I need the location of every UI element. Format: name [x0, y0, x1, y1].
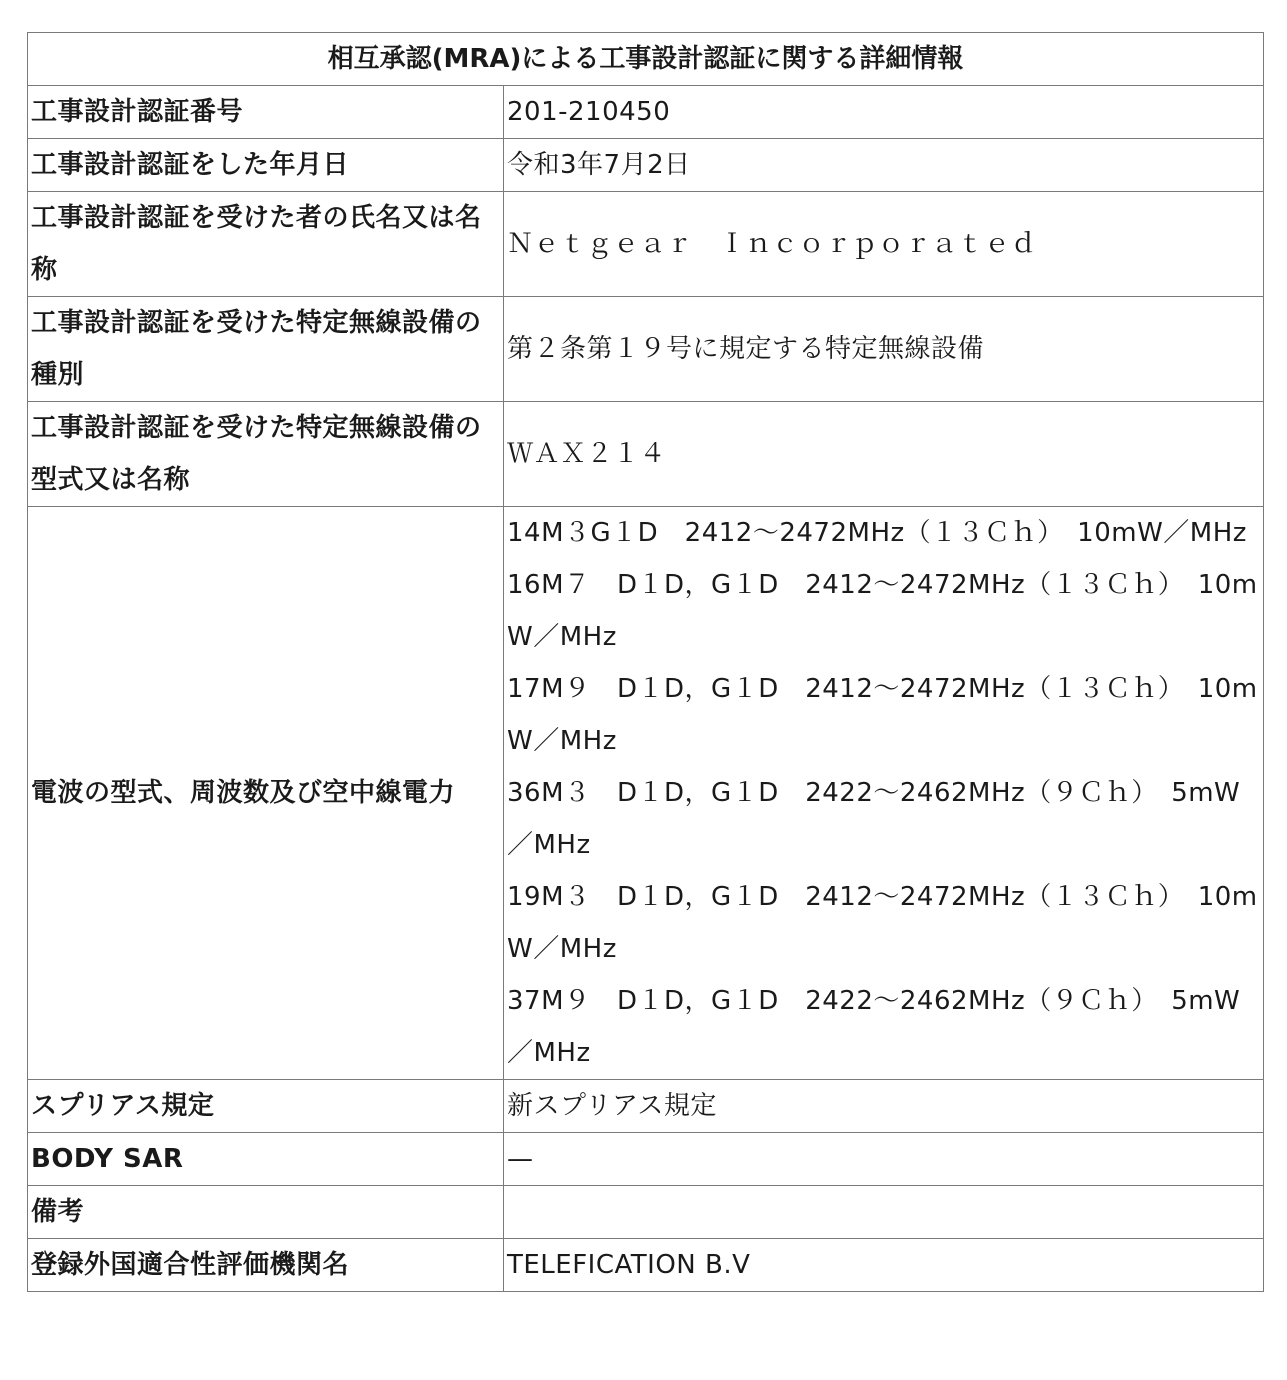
table-row: [28, 86, 1264, 139]
spurious-rule-label: スプリアス規定: [28, 1080, 504, 1133]
equipment-category-value: 第２条第１９号に規定する特定無線設備: [504, 297, 1264, 402]
applicant-name-value: Ｎｅｔｇｅａｒ Ｉｎｃｏｒｐｏｒａｔｅｄ: [504, 192, 1264, 297]
emission-line: 37M９ D１D，G１D 2422～2462MHz（９Ｃｈ） 5mW／MHz: [507, 986, 1241, 1068]
conformity-body-value: TELEFICATION B.V: [504, 1239, 1264, 1292]
emission-line: 17M９ D１D，G１D 2412～2472MHz（１３Ｃｈ） 10mW／MHz: [507, 674, 1258, 756]
certification-number-label: 工事設計認証番号: [28, 86, 504, 139]
spurious-rule-value: 新スプリアス規定: [504, 1080, 1264, 1133]
certification-number-value: 201-210450: [504, 86, 1264, 139]
table-row: [28, 1080, 1264, 1133]
emission-line: 19M３ D１D，G１D 2412～2472MHz（１３Ｃｈ） 10mW／MHz: [507, 882, 1258, 964]
table-row: [28, 402, 1264, 507]
emission-line: 14M３G１D 2412～2472MHz（１３Ｃｈ） 10mW／MHz: [507, 518, 1247, 548]
model-name-value: ＷＡＸ２１４: [504, 402, 1264, 507]
emission-frequency-power-label: 電波の型式、周波数及び空中線電力: [28, 507, 504, 1080]
certification-date-label: 工事設計認証をした年月日: [28, 139, 504, 192]
table-row: [28, 139, 1264, 192]
table-row: [28, 297, 1264, 402]
certification-date-value: 令和3年7月2日: [504, 139, 1264, 192]
body-sar-label: BODY SAR: [28, 1133, 504, 1186]
certification-detail-table: [27, 32, 1264, 1292]
model-name-label: 工事設計認証を受けた特定無線設備の型式又は名称: [28, 402, 504, 507]
emission-line: 36M３ D１D，G１D 2422～2462MHz（９Ｃｈ） 5mW／MHz: [507, 778, 1241, 860]
table-title: 相互承認(MRA)による工事設計認証に関する詳細情報: [28, 33, 1264, 86]
applicant-name-label: 工事設計認証を受けた者の氏名又は名称: [28, 192, 504, 297]
equipment-category-label: 工事設計認証を受けた特定無線設備の種別: [28, 297, 504, 402]
table-row: [28, 1133, 1264, 1186]
emission-line: 16M７ D１D，G１D 2412～2472MHz（１３Ｃｈ） 10mW／MHz: [507, 570, 1258, 652]
remarks-label: 備考: [28, 1186, 504, 1239]
table-row: [28, 192, 1264, 297]
table-row: [28, 1239, 1264, 1292]
body-sar-value: —: [504, 1133, 1264, 1186]
table-row: [28, 507, 1264, 1080]
emission-frequency-power-value: [504, 507, 1264, 1080]
remarks-value: [504, 1186, 1264, 1239]
conformity-body-label: 登録外国適合性評価機関名: [28, 1239, 504, 1292]
table-row: [28, 1186, 1264, 1239]
